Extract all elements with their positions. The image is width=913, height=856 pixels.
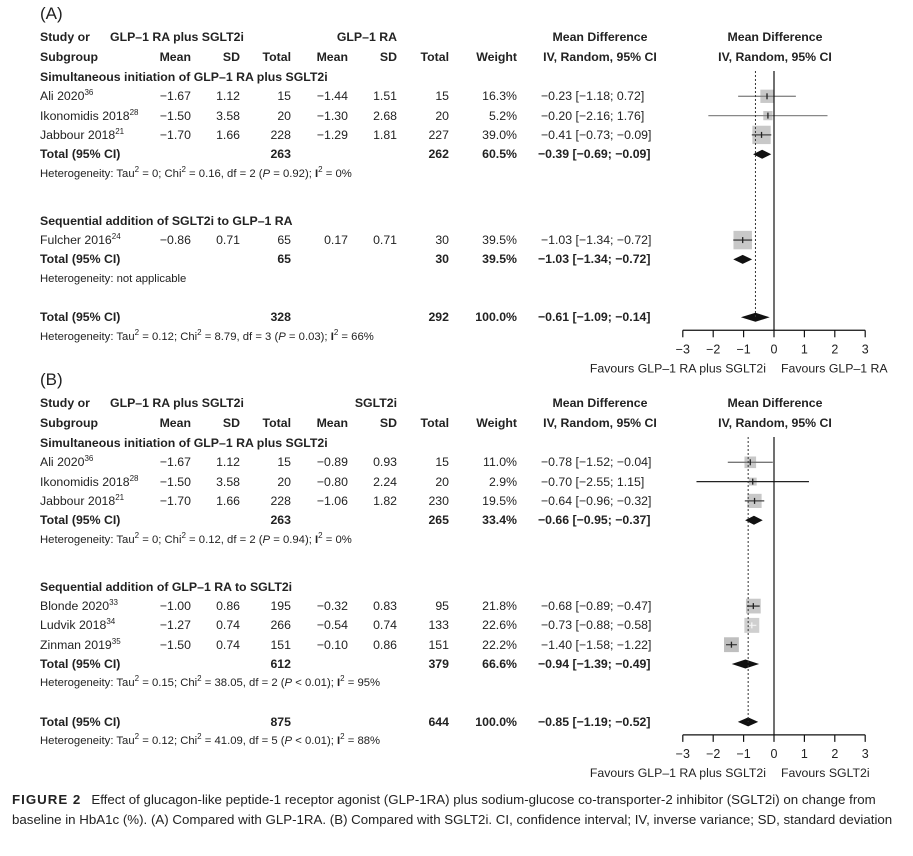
study-name	[40, 638, 121, 652]
study-label: Ali 2020	[40, 89, 85, 104]
subgroup-total-label: Total (95% CI)	[40, 252, 121, 267]
subgroup-ci: −1.03 [−1.34; −0.72]	[538, 252, 651, 267]
heterogeneity-part: = 0%	[322, 533, 352, 546]
heterogeneity-part: P	[284, 735, 293, 748]
heterogeneity-part: 2	[134, 732, 140, 742]
heterogeneity-part: = 0.92);	[270, 167, 315, 180]
heterogeneity-part: I	[315, 533, 319, 546]
overall-ci: −0.61 [−1.09; −0.14]	[538, 310, 651, 325]
sd-1: 0.74	[216, 618, 240, 633]
study-label: Blonde 2020	[40, 599, 110, 614]
header-ci: IV, Random, 95% CI	[543, 416, 657, 430]
mean-1: −1.50	[159, 474, 191, 489]
subgroup-title: Simultaneous initiation of GLP–1 RA plus SGLT2i	[40, 436, 328, 450]
header-study: Study or	[40, 30, 90, 44]
overall-total-1: 328	[270, 310, 291, 325]
x-tick-label: 1	[800, 342, 808, 357]
mean-2: −1.29	[316, 127, 348, 142]
subgroup-title: Sequential addition of SGLT2i to GLP–1 RA	[40, 213, 293, 228]
heterogeneity-part: = 0.12; Chi	[139, 735, 198, 748]
mean-difference-ci: −0.68 [−0.89; −0.47]	[541, 599, 652, 614]
subgroup-total-label: Total (95% CI)	[40, 147, 121, 162]
subgroup-total-1: 612	[270, 656, 291, 671]
total-1: 228	[270, 127, 291, 142]
x-tick-label: −3	[675, 746, 690, 761]
subgroup-total-2: 379	[428, 656, 449, 671]
header-group-2: GLP–1 RA	[336, 30, 397, 44]
mean-2: −1.06	[316, 493, 348, 508]
weight: 21.8%	[482, 599, 517, 614]
weight: 22.2%	[482, 637, 517, 652]
heterogeneity-part: P	[278, 330, 286, 343]
subgroup-title: Simultaneous initiation of GLP–1 RA plus SGLT2i	[40, 70, 328, 84]
total-2: 15	[435, 89, 449, 104]
heterogeneity-part: = 0%	[322, 167, 352, 180]
sd-1: 1.12	[216, 455, 240, 470]
figure-caption	[12, 790, 907, 830]
header-plot-subtitle: IV, Random, 95% CI	[718, 416, 832, 430]
heterogeneity-part: = 0; Chi	[139, 167, 182, 180]
heterogeneity-part: 2	[333, 327, 339, 337]
reference-superscript: 28	[129, 473, 139, 483]
total-2: 30	[435, 233, 449, 248]
heterogeneity-part: I	[336, 677, 341, 690]
sd-1: 1.66	[216, 127, 240, 142]
sd-1: 0.74	[216, 637, 240, 652]
heterogeneity-part: = 0; Chi	[139, 533, 182, 546]
header-weight: Weight	[476, 50, 517, 64]
heterogeneity-stats	[40, 734, 380, 748]
subgroup-total-label: Total (95% CI)	[40, 656, 121, 671]
mean-2: −0.54	[316, 618, 348, 633]
header-mean-difference: Mean Difference	[552, 30, 648, 44]
subgroup-total-1: 263	[270, 147, 291, 162]
heterogeneity-part: 2	[340, 732, 345, 742]
heterogeneity-part: < 0.01);	[292, 677, 337, 690]
weight: 39.0%	[482, 127, 517, 142]
sd-1: 0.86	[216, 599, 240, 614]
subgroup-ci: −0.66 [−0.95; −0.37]	[538, 513, 651, 528]
header-weight: Weight	[476, 416, 517, 430]
sd-2: 2.68	[373, 108, 397, 123]
study-label: Jabbour 2018	[40, 127, 116, 142]
mean-1: −1.00	[159, 599, 191, 614]
header-plot-title: Mean Difference	[727, 396, 823, 410]
study-label: Ikonomidis 2018	[40, 108, 130, 123]
weight: 2.9%	[488, 474, 517, 489]
heterogeneity-part: P	[262, 533, 271, 546]
overall-weight: 100.0%	[475, 310, 517, 325]
heterogeneity-part: I	[336, 735, 341, 748]
mean-difference-ci: −1.40 [−1.58; −1.22]	[541, 637, 652, 652]
total-1: 15	[277, 455, 291, 470]
heterogeneity-part: P	[262, 167, 271, 180]
mean-2: −0.89	[316, 455, 348, 470]
study-label: Ali 2020	[40, 455, 85, 470]
sd-1: 3.58	[216, 108, 240, 123]
total-1: 266	[270, 618, 291, 633]
x-tick-label: 3	[861, 342, 869, 357]
study-name	[40, 618, 115, 632]
mean-difference-ci: −0.64 [−0.96; −0.32]	[541, 493, 652, 508]
mean-2: −0.10	[316, 637, 348, 652]
weight: 19.5%	[482, 493, 517, 508]
reference-superscript: 28	[129, 107, 139, 117]
x-tick-label: 0	[770, 746, 778, 761]
total-1: 20	[277, 474, 291, 489]
mean-1: −1.70	[159, 127, 191, 142]
weight: 39.5%	[482, 233, 517, 248]
total-1: 228	[270, 493, 291, 508]
sd-2: 1.82	[373, 493, 397, 508]
subgroup-total-2: 262	[428, 147, 449, 162]
heterogeneity-part: 2	[340, 674, 345, 684]
header-mean-1: Mean	[159, 50, 191, 64]
heterogeneity-part: 2	[197, 674, 202, 684]
heterogeneity-stats	[40, 676, 380, 690]
mean-1: −0.86	[159, 233, 191, 248]
total-2: 15	[435, 455, 449, 470]
overall-total-2: 292	[428, 310, 449, 325]
header-group-1: GLP–1 RA plus SGLT2i	[110, 30, 244, 44]
mean-difference-ci: −0.73 [−0.88; −0.58]	[541, 618, 652, 633]
favours-left-label: Favours GLP–1 RA plus SGLT2i	[589, 361, 766, 376]
heterogeneity-part: Heterogeneity: Tau	[40, 735, 135, 748]
total-1: 65	[277, 233, 291, 248]
sd-2: 1.81	[373, 127, 397, 142]
subgroup-ci: −0.39 [−0.69; −0.09]	[538, 147, 651, 162]
weight: 5.2%	[488, 108, 517, 123]
header-ci: IV, Random, 95% CI	[543, 50, 657, 64]
sd-2: 0.86	[373, 637, 397, 652]
mean-1: −1.50	[159, 108, 191, 123]
mean-2: 0.17	[324, 233, 348, 248]
mean-difference-ci: −0.70 [−2.55; 1.15]	[541, 474, 645, 489]
heterogeneity-part: 2	[318, 164, 323, 174]
heterogeneity-part: Heterogeneity: Tau	[40, 533, 135, 546]
subgroup-total-2: 265	[428, 513, 449, 528]
total-2: 95	[435, 599, 449, 614]
study-label: Ludvik 2018	[40, 618, 107, 633]
header-plot-subtitle: IV, Random, 95% CI	[718, 50, 832, 64]
study-name	[40, 475, 138, 489]
overall-ci: −0.85 [−1.19; −0.52]	[538, 714, 651, 729]
total-2: 20	[435, 474, 449, 489]
heterogeneity-part: Heterogeneity: Tau	[40, 677, 135, 690]
total-2: 227	[428, 127, 449, 142]
header-group-2: SGLT2i	[354, 396, 397, 410]
overall-total-label: Total (95% CI)	[40, 310, 121, 325]
mean-difference-ci: −0.78 [−1.52; −0.04]	[541, 455, 652, 470]
overall-total-2: 644	[428, 714, 449, 729]
reference-superscript: 36	[84, 454, 94, 464]
x-tick-label: −1	[736, 342, 751, 357]
heterogeneity-part: = 66%	[338, 330, 374, 343]
heterogeneity-part: = 38.05, df = 2 (	[201, 677, 285, 690]
study-label: Jabbour 2018	[40, 493, 116, 508]
heterogeneity-part: = 0.12; Chi	[139, 330, 198, 343]
study-label: Ikonomidis 2018	[40, 474, 130, 489]
caption-text: Effect of glucagon-like peptide-1 receptor agonist (GLP-1RA) plus sodium-glucose co-transporter-2 inhibitor (SGLT2i) on change from baseline in HbA1c (%). (A) Compared with GLP-1RA. (B) Compared with SGLT2i. CI, confidence interval; IV, inverse variance; SD, standard deviation	[12, 792, 893, 827]
heterogeneity-part: = 0.15; Chi	[139, 677, 198, 690]
heterogeneity-part: < 0.01);	[292, 735, 337, 748]
header-total-1: Total	[262, 416, 291, 430]
subgroup-weight: 60.5%	[482, 147, 517, 162]
mean-1: −1.27	[159, 618, 191, 633]
total-2: 151	[428, 637, 449, 652]
reference-superscript: 35	[111, 636, 121, 646]
x-tick-label: 2	[831, 746, 839, 761]
header-sd-2: SD	[379, 50, 397, 64]
mean-difference-ci: −0.23 [−1.18; 0.72]	[541, 89, 645, 104]
subgroup-total-1: 65	[277, 252, 291, 267]
heterogeneity-part: = 0.03);	[285, 330, 331, 343]
x-tick-label: −2	[706, 342, 721, 357]
heterogeneity-part: = 0.12, df = 2 (	[185, 533, 263, 546]
panel-label: (B)	[40, 370, 63, 389]
study-label: Zinman 2019	[40, 637, 112, 652]
heterogeneity-part: = 95%	[344, 677, 381, 690]
x-tick-label: −1	[736, 746, 751, 761]
sd-2: 0.71	[373, 233, 397, 248]
heterogeneity-part: 2	[134, 674, 140, 684]
header-mean-1: Mean	[159, 416, 191, 430]
favours-right-label: Favours GLP–1 RA	[781, 361, 888, 376]
mean-2: −0.32	[316, 599, 348, 614]
header-mean-2: Mean	[316, 50, 348, 64]
heterogeneity-part: 2	[197, 327, 202, 337]
mean-1: −1.67	[159, 455, 191, 470]
x-tick-label: −2	[706, 746, 721, 761]
x-tick-label: 2	[831, 342, 839, 357]
heterogeneity-part: Heterogeneity: Tau	[40, 167, 135, 180]
header-mean-difference: Mean Difference	[552, 396, 648, 410]
mean-1: −1.50	[159, 637, 191, 652]
subgroup-weight: 33.4%	[482, 513, 517, 528]
total-2: 20	[435, 108, 449, 123]
header-total-2: Total	[420, 50, 449, 64]
total-1: 20	[277, 108, 291, 123]
mean-2: −1.44	[316, 89, 348, 104]
heterogeneity-part: = 0.94);	[270, 533, 315, 546]
heterogeneity-stats: Heterogeneity: not applicable	[40, 272, 187, 285]
header-total-1: Total	[262, 50, 291, 64]
reference-superscript: 34	[106, 617, 116, 627]
heterogeneity-part: Heterogeneity: Tau	[40, 330, 135, 343]
heterogeneity-stats	[40, 530, 352, 547]
reference-superscript: 33	[109, 597, 118, 607]
header-group-1: GLP–1 RA plus SGLT2i	[110, 396, 244, 410]
reference-superscript: 21	[115, 492, 125, 502]
sd-1: 1.66	[216, 493, 240, 508]
header-total-2: Total	[420, 416, 449, 430]
overall-weight: 100.0%	[475, 714, 517, 729]
mean-1: −1.67	[159, 89, 191, 104]
x-tick-label: 3	[861, 746, 869, 761]
subgroup-ci: −0.94 [−1.39; −0.49]	[538, 656, 651, 671]
sd-1: 0.71	[216, 233, 240, 248]
subgroup-weight: 66.6%	[482, 656, 517, 671]
heterogeneity-part: = 8.79, df = 3 (	[201, 330, 279, 343]
heterogeneity-part: 2	[318, 530, 323, 540]
subgroup-total-2: 30	[435, 252, 449, 267]
heterogeneity-part: 2	[181, 164, 186, 174]
total-2: 230	[428, 493, 449, 508]
heterogeneity-part: 2	[181, 530, 186, 540]
sd-2: 2.24	[373, 474, 397, 489]
sd-2: 0.83	[373, 599, 397, 614]
weight: 16.3%	[482, 89, 517, 104]
total-1: 151	[270, 637, 291, 652]
heterogeneity-part: 2	[134, 164, 140, 174]
header-sd-1: SD	[222, 50, 240, 64]
study-name	[40, 455, 93, 469]
subgroup-diamond	[732, 659, 759, 668]
header-sd-2: SD	[379, 416, 397, 430]
favours-left-label: Favours GLP–1 RA plus SGLT2i	[589, 765, 766, 780]
x-tick-label: −3	[675, 342, 690, 357]
heterogeneity-part: I	[315, 167, 319, 180]
heterogeneity-part: = 41.09, df = 5 (	[201, 735, 285, 748]
x-tick-label: 0	[770, 342, 778, 357]
sd-1: 3.58	[216, 474, 240, 489]
study-name	[40, 494, 124, 508]
heterogeneity-part: 2	[197, 732, 202, 742]
header-study: Study or	[40, 396, 90, 410]
subgroup-total-1: 263	[270, 513, 291, 528]
weight: 11.0%	[483, 455, 517, 470]
total-1: 195	[270, 599, 291, 614]
subgroup-weight: 39.5%	[482, 252, 517, 267]
header-subgroup: Subgroup	[40, 416, 99, 430]
overall-total-1: 875	[270, 714, 291, 729]
weight: 22.6%	[482, 618, 517, 633]
heterogeneity-part: P	[284, 677, 293, 690]
overall-total-label: Total (95% CI)	[40, 714, 121, 729]
heterogeneity-part: 2	[134, 530, 140, 540]
reference-superscript: 21	[115, 126, 125, 136]
sd-1: 1.12	[216, 89, 240, 104]
panel-label: (A)	[40, 4, 63, 23]
sd-2: 0.74	[373, 618, 397, 633]
mean-difference-ci: −1.03 [−1.34; −0.72]	[541, 233, 652, 248]
study-name	[40, 599, 118, 613]
subgroup-total-label: Total (95% CI)	[40, 513, 121, 528]
header-plot-title: Mean Difference	[727, 30, 823, 44]
header-mean-2: Mean	[316, 416, 348, 430]
mean-difference-ci: −0.41 [−0.73; −0.09]	[541, 127, 652, 142]
reference-superscript: 24	[111, 231, 121, 241]
mean-2: −0.80	[316, 474, 348, 489]
subgroup-title: Sequential addition of GLP–1 RA to SGLT2i	[40, 579, 293, 594]
mean-1: −1.70	[159, 493, 191, 508]
heterogeneity-part: = 88%	[344, 735, 381, 748]
header-subgroup: Subgroup	[40, 50, 99, 64]
heterogeneity-part: = 0.16, df = 2 (	[185, 167, 263, 180]
figure-label: FIGURE 2	[12, 792, 82, 807]
heterogeneity-part: 2	[134, 327, 140, 337]
heterogeneity-part: I	[330, 330, 334, 343]
study-label: Fulcher 2016	[40, 233, 112, 248]
sd-2: 1.51	[373, 89, 397, 104]
header-sd-1: SD	[222, 416, 240, 430]
total-2: 133	[428, 618, 449, 633]
x-tick-label: 1	[800, 746, 808, 761]
mean-2: −1.30	[316, 108, 348, 123]
total-1: 15	[277, 89, 291, 104]
mean-difference-ci: −0.20 [−2.16; 1.76]	[541, 108, 645, 123]
sd-2: 0.93	[373, 455, 397, 470]
favours-right-label: Favours SGLT2i	[781, 765, 870, 780]
reference-superscript: 36	[84, 88, 94, 98]
